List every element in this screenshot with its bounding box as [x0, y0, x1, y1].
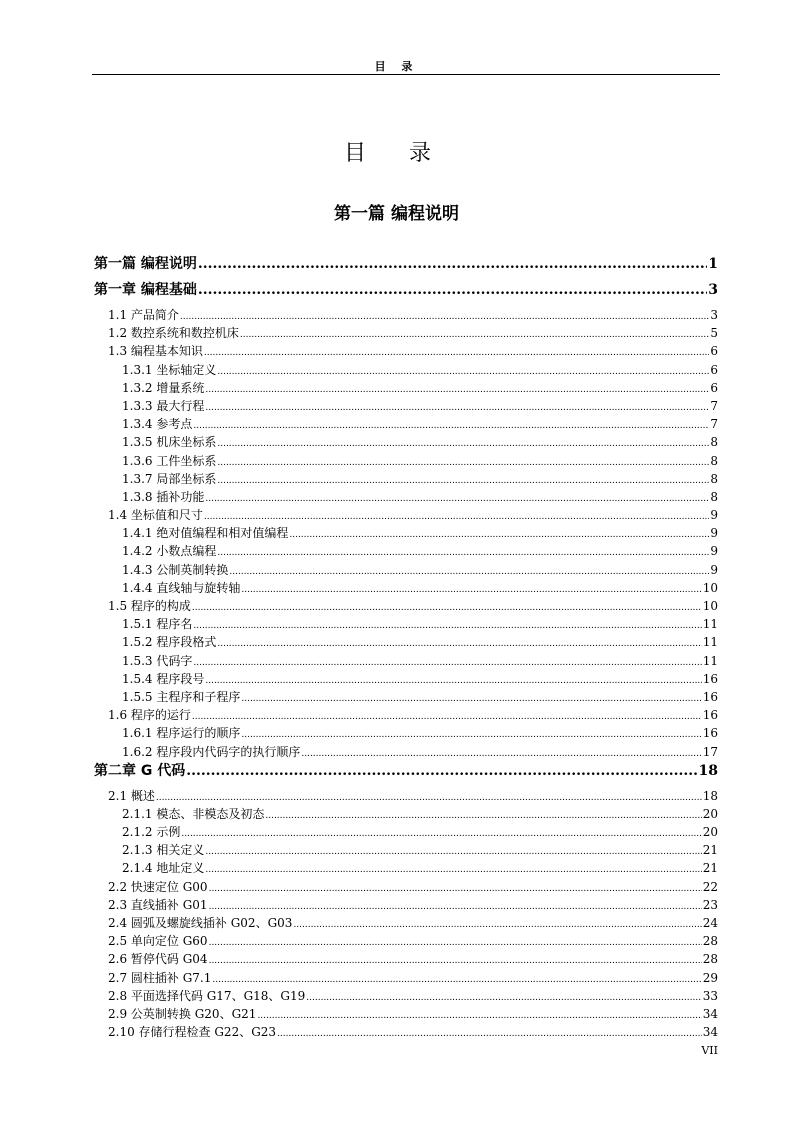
- toc-entry-label: 2.2 快速定位 G00: [108, 879, 208, 894]
- toc-entry-page: 3: [710, 308, 718, 322]
- toc-leader-dots: [229, 563, 709, 581]
- toc-entry[interactable]: [94, 932, 718, 950]
- toc-entry-page: 28: [702, 952, 718, 967]
- toc-entry-page: 23: [702, 897, 718, 912]
- toc-entry-page: 10: [702, 599, 718, 613]
- toc-leader-dots: [193, 617, 701, 635]
- toc-entry-label: 1.4.4 直线轴与旋转轴: [122, 580, 241, 595]
- toc-entry[interactable]: [94, 743, 718, 761]
- toc-entry-page: 9: [710, 544, 718, 559]
- toc-entry-label: 1.4.1 绝对值编程和相对值编程: [122, 526, 289, 541]
- toc-entry[interactable]: [94, 397, 718, 415]
- toc-entry[interactable]: [94, 787, 718, 805]
- toc-entry[interactable]: [94, 896, 718, 914]
- toc-entry-page: 28: [702, 934, 718, 949]
- toc-entry-label: 第一篇 编程说明: [94, 256, 197, 272]
- toc-entry-label: 2.1.4 地址定义: [122, 861, 205, 876]
- toc-leader-dots: [240, 326, 709, 344]
- toc-entry-page: 5: [710, 326, 718, 341]
- toc-entry-label: 1.6.2 程序段内代码字的执行顺序: [122, 744, 301, 759]
- toc-entry-page: 8: [710, 471, 718, 486]
- toc-entry-page: 11: [702, 617, 718, 632]
- toc-entry-label: 1.2 数控系统和数控机床: [108, 326, 239, 341]
- toc-entry-page: 11: [702, 635, 718, 650]
- toc-entry-page: 34: [702, 1025, 718, 1040]
- toc-entry-label: 2.7 圆柱插补 G7.1: [108, 970, 212, 985]
- toc-leader-dots: [265, 807, 701, 825]
- toc-entry-label: 第一章 编程基础: [94, 282, 197, 298]
- toc-entry-page: 18: [698, 762, 718, 779]
- toc-entry-page: 33: [702, 988, 718, 1003]
- toc-entry[interactable]: [94, 579, 718, 597]
- toc-entry-label: 1.5.4 程序段号: [122, 671, 205, 686]
- page-number: VII: [701, 1044, 718, 1057]
- toc-entry-label: 1.3.4 参考点: [122, 417, 193, 432]
- toc-entry-page: 24: [702, 916, 718, 930]
- toc-leader-dots: [293, 916, 701, 934]
- toc-entry[interactable]: [94, 379, 718, 397]
- toc-entry-page: 16: [702, 726, 718, 741]
- toc-entry-page: 8: [710, 489, 718, 504]
- toc-entry-label: 1.5.1 程序名: [122, 617, 193, 632]
- toc-entry-label: 1.5 程序的构成: [108, 599, 191, 613]
- toc-entry-label: 2.6 暂停代码 G04: [108, 952, 208, 967]
- toc-leader-dots: [205, 399, 709, 417]
- toc-leader-dots: [217, 435, 709, 453]
- toc-entry[interactable]: [94, 306, 718, 324]
- toc-entry[interactable]: [94, 670, 718, 688]
- toc-entry-label: 1.3.2 增量系统: [122, 380, 205, 395]
- toc-leader-dots: [198, 254, 707, 274]
- toc-entry-label: 2.5 单向定位 G60: [108, 934, 208, 949]
- toc-leader-dots: [181, 825, 701, 843]
- toc-entry-label: 1.5.5 主程序和子程序: [122, 689, 241, 704]
- toc-leader-dots: [241, 726, 701, 744]
- toc-entry[interactable]: [94, 597, 718, 615]
- toc-leader-dots: [217, 363, 709, 381]
- toc-entry-label: 2.1 概述: [108, 788, 155, 803]
- toc-entry-label: 1.3 编程基本知识: [108, 344, 203, 359]
- toc-entry-page: 22: [702, 879, 718, 894]
- toc-entry-label: 2.9 公英制转换 G20、G21: [108, 1006, 257, 1021]
- toc-entry-label: 2.10 存储行程检查 G22、G23: [108, 1025, 277, 1040]
- toc-entry-page: 3: [708, 282, 718, 298]
- toc-entry[interactable]: [94, 633, 718, 651]
- toc-entry-page: 6: [710, 380, 718, 395]
- toc-entry[interactable]: [94, 914, 718, 932]
- toc-entry[interactable]: [94, 987, 718, 1005]
- toc-entry-page: 29: [702, 970, 718, 985]
- toc-entry[interactable]: [94, 706, 718, 724]
- toc-entry[interactable]: [94, 724, 718, 742]
- toc-entry[interactable]: [94, 652, 718, 670]
- toc-entry-label: 2.3 直线插补 G01: [108, 897, 208, 912]
- toc-entry-page: 20: [702, 806, 718, 821]
- toc-entry-label: 2.8 平面选择代码 G17、G18、G19: [108, 988, 306, 1003]
- running-header-title: 目 录: [374, 60, 419, 73]
- toc-leader-dots: [205, 843, 701, 861]
- toc-entry-label: 1.3.6 工件坐标系: [122, 453, 217, 468]
- toc-entry[interactable]: [94, 324, 718, 342]
- toc-entry-label: 1.3.5 机床坐标系: [122, 435, 217, 450]
- toc-leader-dots: [217, 472, 709, 490]
- toc-entry[interactable]: [94, 254, 718, 280]
- toc-entry-page: 7: [710, 398, 718, 413]
- toc-leader-dots: [193, 417, 709, 435]
- toc-entry-label: 第二章 G 代码: [94, 762, 186, 779]
- page-title: 目 录: [344, 141, 449, 166]
- toc-leader-dots: [277, 1025, 702, 1043]
- toc-leader-dots: [306, 989, 701, 1007]
- toc-entry-page: 9: [710, 508, 718, 523]
- toc-entry[interactable]: [94, 805, 718, 823]
- toc-leader-dots: [209, 934, 702, 952]
- toc-leader-dots: [180, 308, 709, 326]
- toc-entry-label: 2.1.1 模态、非模态及初态: [122, 806, 265, 821]
- toc-entry-label: 1.5.2 程序段格式: [122, 635, 217, 650]
- toc-entry[interactable]: [94, 488, 718, 506]
- toc-entry-page: 20: [702, 825, 718, 840]
- toc-leader-dots: [241, 690, 701, 708]
- toc-leader-dots: [186, 761, 697, 781]
- toc-entry-label: 2.1.3 相关定义: [122, 843, 205, 858]
- toc-entry-page: 10: [702, 580, 718, 595]
- toc-entry-label: 2.1.2 示例: [122, 825, 181, 840]
- toc-entry-label: 1.4 坐标值和尺寸: [108, 508, 203, 523]
- toc-entry-page: 34: [702, 1006, 718, 1021]
- toc-entry-page: 8: [710, 453, 718, 468]
- toc-entry[interactable]: [94, 542, 718, 560]
- toc-entry[interactable]: [94, 1005, 718, 1023]
- toc-entry[interactable]: [94, 561, 718, 579]
- toc-entry[interactable]: [94, 969, 718, 987]
- toc-entry-page: 6: [710, 362, 718, 377]
- toc-leader-dots: [241, 581, 701, 599]
- toc-entry[interactable]: [94, 433, 718, 451]
- toc-entry[interactable]: [94, 524, 718, 542]
- part-title: 第一篇 编程说明: [334, 204, 459, 224]
- toc-leader-dots: [217, 454, 709, 472]
- toc-entry[interactable]: [94, 452, 718, 470]
- toc-entry-label: 1.1 产品简介: [108, 308, 179, 322]
- toc-entry-label: 1.5.3 代码字: [122, 653, 193, 668]
- toc-entry-label: 1.6.1 程序运行的顺序: [122, 726, 241, 741]
- toc-leader-dots: [257, 1007, 701, 1025]
- toc-entry-page: 9: [710, 562, 718, 577]
- toc-entry[interactable]: [94, 878, 718, 896]
- toc-leader-dots: [217, 635, 701, 653]
- toc-entry-label: 1.4.2 小数点编程: [122, 544, 217, 559]
- toc-leader-dots: [193, 654, 701, 672]
- toc-entry[interactable]: [94, 415, 718, 433]
- toc-entry[interactable]: [94, 280, 718, 306]
- toc-leader-dots: [209, 952, 702, 970]
- toc-entry[interactable]: [94, 1023, 718, 1041]
- toc-entry-page: 8: [710, 435, 718, 450]
- toc-leader-dots: [205, 861, 701, 879]
- toc-entry-label: 1.3.7 局部坐标系: [122, 471, 217, 486]
- toc-entry[interactable]: [94, 361, 718, 379]
- toc-leader-dots: [209, 880, 702, 898]
- toc-entry-label: 2.4 圆弧及螺旋线插补 G02、G03: [108, 916, 293, 930]
- toc-leader-dots: [204, 344, 709, 362]
- toc-entry[interactable]: [94, 859, 718, 877]
- toc-entry-page: 17: [702, 744, 718, 759]
- toc-entry-label: 1.4.3 公制英制转换: [122, 562, 229, 577]
- toc-entry[interactable]: [94, 688, 718, 706]
- toc-leader-dots: [205, 490, 709, 508]
- table-of-contents: [94, 254, 718, 1041]
- toc-leader-dots: [192, 708, 702, 726]
- toc-entry-page: 21: [702, 861, 718, 876]
- toc-entry-page: 16: [702, 689, 718, 704]
- toc-entry[interactable]: [94, 823, 718, 841]
- toc-entry[interactable]: [94, 506, 718, 524]
- toc-entry-label: 1.6 程序的运行: [108, 708, 191, 723]
- toc-entry[interactable]: [94, 841, 718, 859]
- toc-entry[interactable]: [94, 761, 718, 787]
- toc-entry[interactable]: [94, 615, 718, 633]
- toc-entry-page: 7: [710, 417, 718, 432]
- toc-entry[interactable]: [94, 950, 718, 968]
- toc-entry[interactable]: [94, 342, 718, 360]
- toc-leader-dots: [205, 672, 701, 690]
- toc-leader-dots: [217, 544, 709, 562]
- toc-entry-page: 18: [702, 788, 718, 803]
- toc-entry-page: 6: [710, 344, 718, 359]
- toc-entry-page: 9: [710, 526, 718, 541]
- toc-leader-dots: [205, 381, 709, 399]
- toc-entry-page: 16: [702, 708, 718, 723]
- toc-leader-dots: [192, 599, 702, 617]
- header-rule: [92, 74, 720, 75]
- toc-entry-label: 1.3.3 最大行程: [122, 398, 205, 413]
- toc-leader-dots: [198, 280, 707, 300]
- toc-entry-label: 1.3.8 插补功能: [122, 489, 205, 504]
- toc-entry-page: 16: [702, 671, 718, 686]
- toc-entry-page: 1: [708, 256, 718, 272]
- toc-entry-label: 1.3.1 坐标轴定义: [122, 362, 217, 377]
- toc-entry-page: 21: [702, 843, 718, 858]
- toc-leader-dots: [289, 526, 709, 544]
- toc-entry[interactable]: [94, 470, 718, 488]
- toc-entry-page: 11: [702, 653, 718, 668]
